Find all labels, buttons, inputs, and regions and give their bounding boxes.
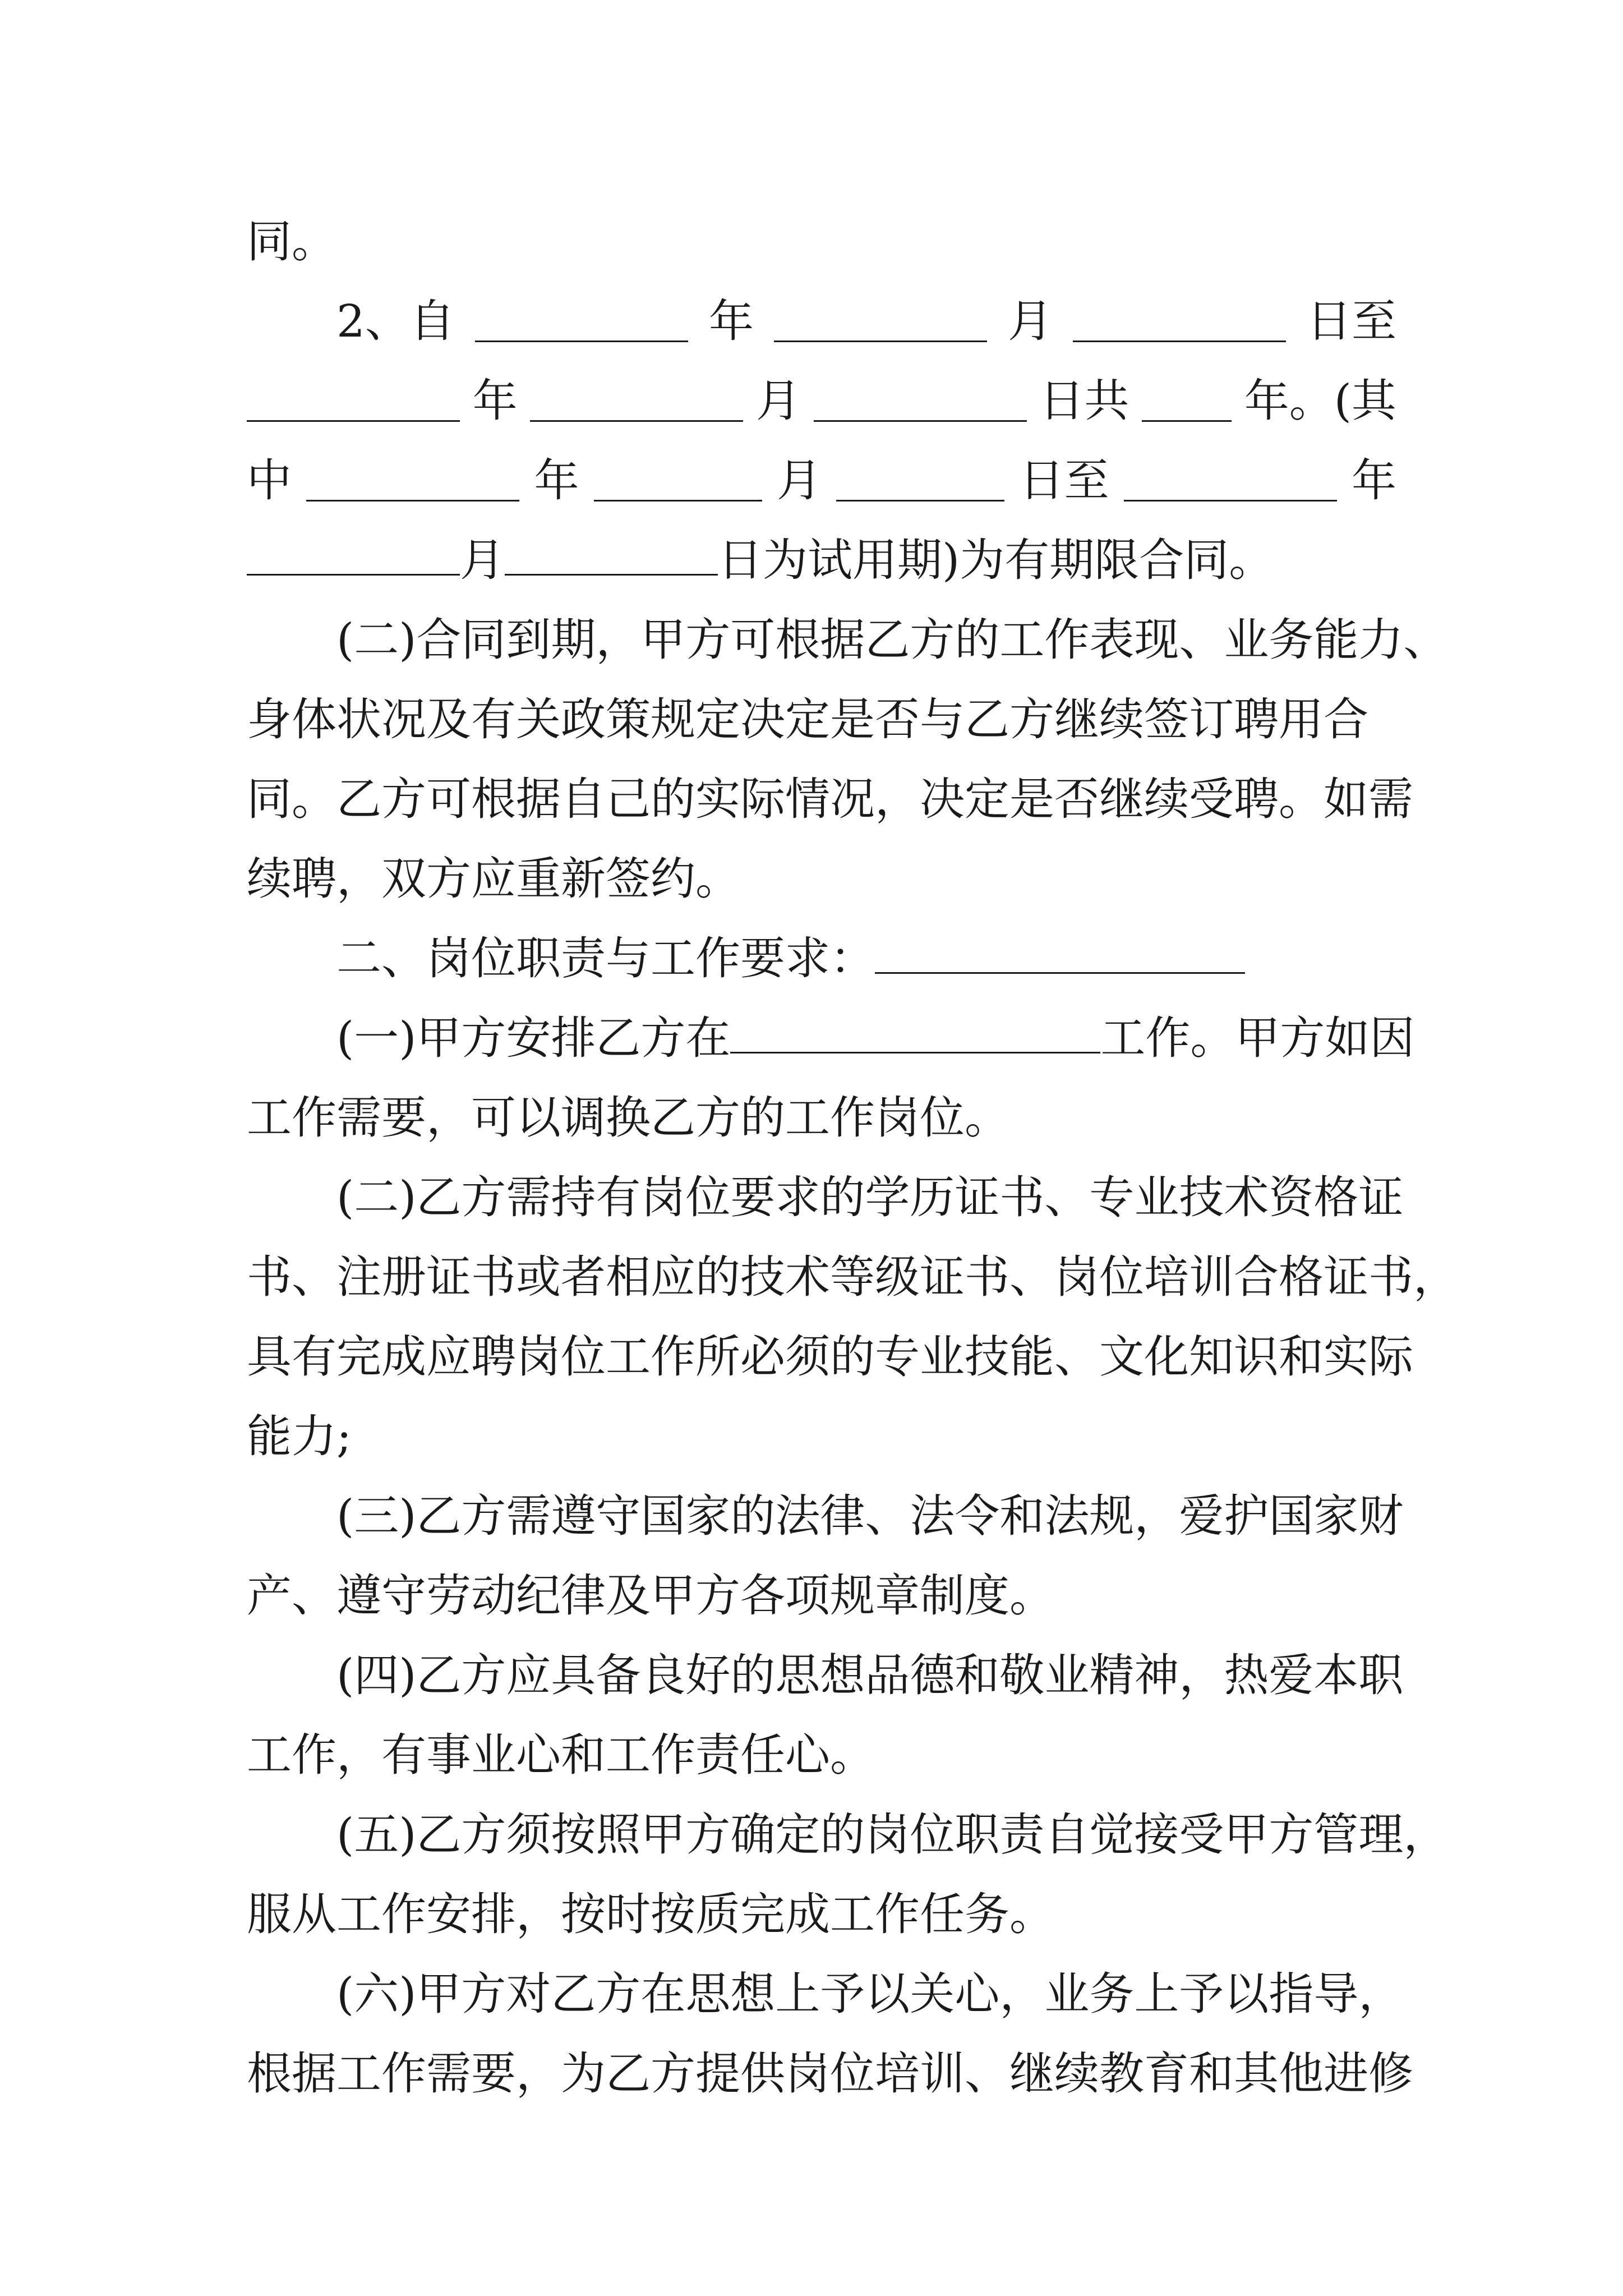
text-segment: 月 xyxy=(777,454,822,507)
fill-blank-probation-start-day[interactable] xyxy=(836,461,1004,501)
fill-blank-probation-end-year[interactable] xyxy=(1124,461,1337,501)
text-segment: (一)甲方安排乙方在 xyxy=(336,1012,731,1064)
text-line: 同。 xyxy=(247,215,336,268)
p2-line-3 xyxy=(247,1317,1413,1397)
term-line-4 xyxy=(247,521,1396,600)
fill-blank-probation-end-month[interactable] xyxy=(247,535,460,576)
paragraph-continuation xyxy=(247,202,1396,282)
p1-line-2 xyxy=(247,1078,1396,1158)
text-segment: 月 xyxy=(756,375,801,427)
text-segment: 工作。甲方如因 xyxy=(1100,1012,1415,1064)
renew-line-1 xyxy=(247,600,1449,680)
renew-line-4 xyxy=(247,839,1396,919)
fill-blank-total-years[interactable] xyxy=(1142,381,1232,422)
text-line: (二)合同到期，甲方可根据乙方的工作表现、业务能力、 xyxy=(336,614,1449,666)
text-line: 工作，有事业心和工作责任心。 xyxy=(247,1729,875,1781)
text-segment: 日至 xyxy=(1307,295,1396,347)
term-line-2 xyxy=(247,361,1396,441)
text-segment: 中 xyxy=(247,454,292,507)
text-line: 根据工作需要，为乙方提供岗位培训、继续教育和其他进修 xyxy=(247,2047,1413,2100)
p3-line-2 xyxy=(247,1556,1396,1636)
p2-line-4 xyxy=(247,1397,1396,1476)
p4-line-2 xyxy=(247,1715,1396,1795)
p5-line-1 xyxy=(247,1795,1449,1875)
fill-blank-probation-start-year[interactable] xyxy=(306,461,519,501)
text-segment: 日至 xyxy=(1019,454,1109,507)
p2-line-2 xyxy=(247,1237,1458,1317)
fill-blank-end-month[interactable] xyxy=(530,381,743,422)
p2-line-1 xyxy=(247,1158,1404,1237)
text-line: (六)甲方对乙方在思想上予以关心，业务上予以指导， xyxy=(336,1968,1404,2020)
p6-line-2 xyxy=(247,2034,1413,2114)
text-segment: 日为试用期)为有期限合同。 xyxy=(718,534,1274,586)
text-segment: 年 xyxy=(534,454,579,507)
text-line: (四)乙方应具备良好的思想品德和敬业精神，热爱本职 xyxy=(336,1649,1404,1701)
fill-blank-end-day[interactable] xyxy=(814,381,1027,422)
fill-blank-probation-end-day[interactable] xyxy=(505,535,718,576)
p6-line-1 xyxy=(247,1954,1404,2034)
text-line: 能力; xyxy=(247,1410,352,1462)
renew-line-2 xyxy=(247,680,1396,760)
fill-blank-start-day[interactable] xyxy=(1073,301,1286,342)
section-title: 二、岗位职责与工作要求： xyxy=(336,932,875,984)
text-segment: 年 xyxy=(1352,454,1396,507)
fill-blank-end-year[interactable] xyxy=(247,381,460,422)
text-line: (三)乙方需遵守国家的法律、法令和法规，爱护国家财 xyxy=(336,1490,1404,1542)
text-line: 续聘，双方应重新签约。 xyxy=(247,853,740,905)
document-page xyxy=(247,202,1458,2114)
text-line: 书、注册证书或者相应的技术等级证书、岗位培训合格证书， xyxy=(247,1251,1458,1303)
text-line: 产、遵守劳动纪律及甲方各项规章制度。 xyxy=(247,1570,1054,1622)
text-line: (五)乙方须按照甲方确定的岗位职责自觉接受甲方管理， xyxy=(336,1809,1449,1861)
text-segment: 月 xyxy=(460,534,505,586)
text-line: 具有完成应聘岗位工作所必须的专业技能、文化知识和实际 xyxy=(247,1331,1413,1383)
fill-blank-position[interactable] xyxy=(730,1013,1100,1053)
term-line-3 xyxy=(247,441,1396,521)
fill-blank-start-year[interactable] xyxy=(475,301,688,342)
text-segment: 日共 xyxy=(1039,375,1129,427)
section-heading xyxy=(247,919,1396,999)
term-line-1 xyxy=(247,282,1396,361)
text-line: 服从工作安排，按时按质完成工作任务。 xyxy=(247,1888,1054,1940)
text-segment: 2、自 xyxy=(336,295,455,347)
p3-line-1 xyxy=(247,1476,1404,1556)
p5-line-2 xyxy=(247,1875,1396,1954)
p4-line-1 xyxy=(247,1636,1404,1715)
text-line: 同。乙方可根据自己的实际情况，决定是否继续受聘。如需 xyxy=(247,773,1413,825)
fill-blank-start-month[interactable] xyxy=(774,301,987,342)
text-line: 身体状况及有关政策规定决定是否与乙方继续签订聘用合 xyxy=(247,693,1368,746)
fill-blank-probation-start-month[interactable] xyxy=(594,461,762,501)
renew-line-3 xyxy=(247,760,1413,839)
text-line: 工作需要，可以调换乙方的工作岗位。 xyxy=(247,1092,1009,1144)
text-segment: 月 xyxy=(1007,295,1053,347)
text-line: (二)乙方需持有岗位要求的学历证书、专业技术资格证 xyxy=(336,1171,1404,1223)
text-segment: 年 xyxy=(472,375,518,427)
fill-blank-duties[interactable] xyxy=(875,933,1245,974)
p1-line-1 xyxy=(247,999,1415,1078)
text-segment: 年 xyxy=(708,295,754,347)
text-segment: 年。(其 xyxy=(1244,375,1396,427)
